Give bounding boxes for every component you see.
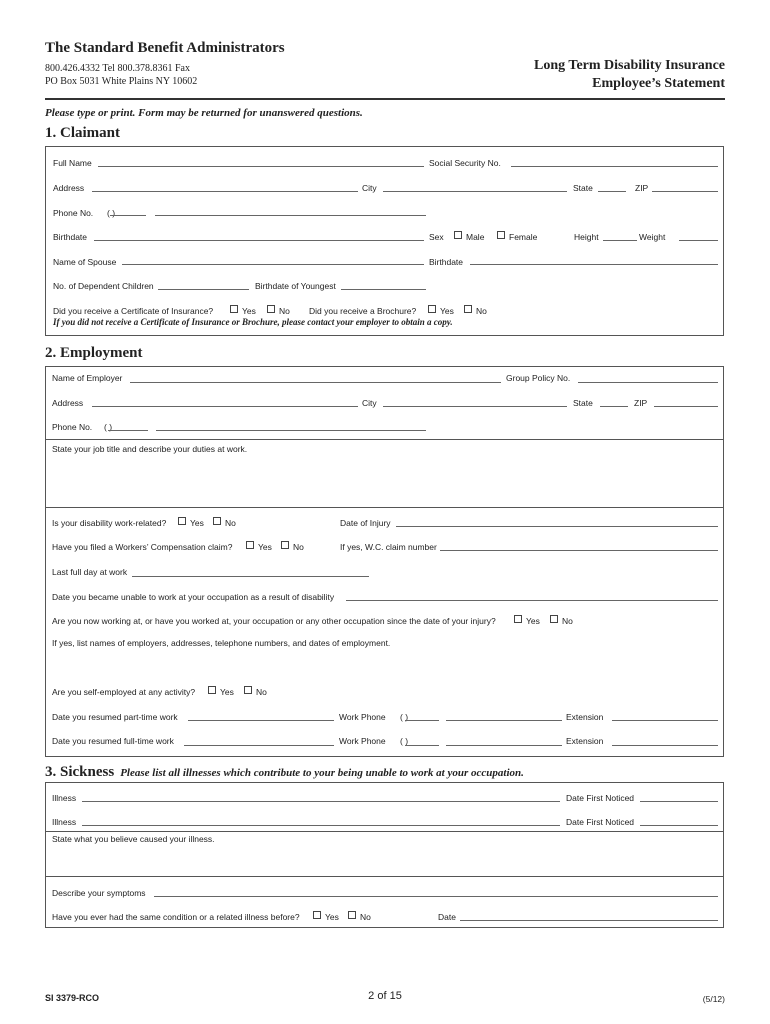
- claimant-phone-area[interactable]: ( ): [107, 208, 116, 218]
- illness1-date-label: Date First Noticed: [566, 793, 635, 803]
- male-checkbox[interactable]: [454, 231, 462, 239]
- certificate-yes-label: Yes: [242, 306, 256, 316]
- self-employed-yes-checkbox[interactable]: [208, 686, 216, 694]
- height-label: Height: [574, 232, 599, 242]
- dependents-label: No. of Dependent Children: [53, 281, 154, 291]
- female-label: Female: [509, 232, 538, 242]
- claimant-birthdate-field[interactable]: [94, 240, 424, 241]
- claimant-state-field[interactable]: [598, 191, 626, 192]
- illness2-label: Illness: [52, 817, 77, 827]
- form-title-line1: Long Term Disability Insurance: [534, 58, 725, 73]
- form-instructions: Please type or print. Form may be returned for unanswered questions.: [45, 107, 363, 119]
- claimant-city-label: City: [362, 183, 377, 193]
- height-field[interactable]: [603, 240, 637, 241]
- same-condition-date-label: Date: [438, 912, 456, 922]
- wc-number-label: If yes, W.C. claim number: [340, 542, 437, 552]
- employment-box: [45, 366, 724, 757]
- employer-phone-area[interactable]: ( ): [104, 422, 113, 432]
- ssn-field[interactable]: [511, 166, 718, 167]
- employer-name-field[interactable]: [130, 382, 501, 383]
- certificate-yes-checkbox[interactable]: [230, 305, 238, 313]
- company-name: The Standard Benefit Administrators: [45, 40, 285, 56]
- claimant-address-field[interactable]: [92, 191, 358, 192]
- contact-address: PO Box 5031 White Plains NY 10602: [45, 76, 198, 87]
- certificate-no-checkbox[interactable]: [267, 305, 275, 313]
- work-related-yes-label: Yes: [190, 518, 204, 528]
- divider: [45, 439, 724, 440]
- claimant-zip-field[interactable]: [652, 191, 718, 192]
- employer-address-field[interactable]: [92, 406, 358, 407]
- full-time-work-phone-label: Work Phone: [339, 736, 386, 746]
- unable-date-label: Date you became unable to work at your occupation as a result of disability: [52, 592, 335, 602]
- last-day-label: Last full day at work: [52, 567, 128, 577]
- symptoms-field[interactable]: [154, 896, 718, 897]
- part-time-field[interactable]: [188, 720, 334, 721]
- full-time-extension-label: Extension: [566, 736, 604, 746]
- same-condition-yes-checkbox[interactable]: [313, 911, 321, 919]
- claimant-birthdate-label: Birthdate: [53, 232, 88, 242]
- youngest-birthdate-field[interactable]: [341, 289, 426, 290]
- self-employed-no-label: No: [256, 687, 267, 697]
- work-related-question: Is your disability work-related?: [52, 518, 167, 528]
- claimant-city-field[interactable]: [383, 191, 567, 192]
- spouse-name-field[interactable]: [122, 264, 424, 265]
- wc-claim-no-label: No: [293, 542, 304, 552]
- spouse-birthdate-label: Birthdate: [429, 257, 464, 267]
- group-policy-field[interactable]: [578, 382, 718, 383]
- wc-claim-question: Have you filed a Workers’ Compensation claim?: [52, 542, 233, 552]
- form-code: SI 3379-RCO: [45, 993, 100, 1003]
- brochure-yes-label: Yes: [440, 306, 454, 316]
- full-time-area-code-field[interactable]: [405, 745, 439, 746]
- form-title-line2: Employee’s Statement: [592, 76, 725, 91]
- divider: [45, 507, 724, 508]
- revision-date: (5/12): [702, 994, 725, 1004]
- weight-field[interactable]: [679, 240, 718, 241]
- employer-name-label: Name of Employer: [52, 373, 123, 383]
- full-time-field[interactable]: [184, 745, 334, 746]
- brochure-no-checkbox[interactable]: [464, 305, 472, 313]
- illness1-field[interactable]: [82, 801, 560, 802]
- claimant-phone-field[interactable]: [155, 215, 426, 216]
- same-condition-no-checkbox[interactable]: [348, 911, 356, 919]
- wc-claim-yes-label: Yes: [258, 542, 272, 552]
- employer-area-code-field[interactable]: [108, 430, 148, 431]
- wc-claim-no-checkbox[interactable]: [281, 541, 289, 549]
- weight-label: Weight: [639, 232, 666, 242]
- illness2-field[interactable]: [82, 825, 560, 826]
- same-condition-yes-label: Yes: [325, 912, 339, 922]
- sex-label: Sex: [429, 232, 444, 242]
- claimant-state-label: State: [573, 183, 593, 193]
- wc-claim-yes-checkbox[interactable]: [246, 541, 254, 549]
- cause-label: State what you believe caused your illness.: [52, 834, 215, 844]
- ssn-label: Social Security No.: [429, 158, 501, 168]
- group-policy-label: Group Policy No.: [506, 373, 571, 383]
- divider: [45, 876, 724, 877]
- employer-city-label: City: [362, 398, 377, 408]
- working-now-no-checkbox[interactable]: [550, 615, 558, 623]
- part-time-label: Date you resumed part-time work: [52, 712, 178, 722]
- certificate-question: Did you receive a Certificate of Insurance?: [53, 306, 214, 316]
- claimant-zip-label: ZIP: [635, 183, 649, 193]
- symptoms-label: Describe your symptoms: [52, 888, 146, 898]
- wc-number-field[interactable]: [440, 550, 718, 551]
- same-condition-question: Have you ever had the same condition or a related illness before?: [52, 912, 300, 922]
- employer-zip-label: ZIP: [634, 398, 648, 408]
- employer-state-label: State: [573, 398, 593, 408]
- section-sickness-note: Please list all illnesses which contribute to your being unable to work at your occupation.: [120, 767, 524, 779]
- full-time-phone-field[interactable]: [446, 745, 562, 746]
- job-title-textarea[interactable]: [46, 456, 722, 506]
- employer-address-label: Address: [52, 398, 84, 408]
- work-related-no-checkbox[interactable]: [213, 517, 221, 525]
- illness1-date-field[interactable]: [640, 801, 718, 802]
- employer-phone-field[interactable]: [156, 430, 426, 431]
- illness2-date-label: Date First Noticed: [566, 817, 635, 827]
- unable-date-field[interactable]: [346, 600, 718, 601]
- part-time-phone-field[interactable]: [446, 720, 562, 721]
- full-name-field[interactable]: [98, 166, 424, 167]
- claimant-phone-label: Phone No.: [53, 208, 94, 218]
- working-now-yes-label: Yes: [526, 616, 540, 626]
- full-time-label: Date you resumed full-time work: [52, 736, 174, 746]
- working-now-yes-checkbox[interactable]: [514, 615, 522, 623]
- part-time-work-phone-label: Work Phone: [339, 712, 386, 722]
- part-time-extension-label: Extension: [566, 712, 604, 722]
- cause-textarea[interactable]: [46, 846, 722, 874]
- employer-zip-field[interactable]: [654, 406, 718, 407]
- self-employed-yes-label: Yes: [220, 687, 234, 697]
- same-condition-no-label: No: [360, 912, 371, 922]
- male-label: Male: [466, 232, 485, 242]
- part-time-area-code-field[interactable]: [405, 720, 439, 721]
- illness2-date-field[interactable]: [640, 825, 718, 826]
- list-employers-label: If yes, list names of employers, addresses, telephone numbers, and dates of employment.: [52, 638, 391, 648]
- contact-phone-fax: 800.426.4332 Tel 800.378.8361 Fax: [45, 63, 190, 74]
- self-employed-question: Are you self-employed at any activity?: [52, 687, 196, 697]
- dependents-field[interactable]: [158, 289, 249, 290]
- certificate-note: If you did not receive a Certificate of Insurance or Brochure, please contact your employer to obtain a copy.: [53, 317, 453, 327]
- certificate-no-label: No: [279, 306, 290, 316]
- page-number: 2 of 15: [368, 990, 402, 1002]
- working-now-question: Are you now working at, or have you worked at, your occupation or any other occupation since the date of your injury?: [52, 616, 496, 626]
- youngest-birthdate-label: Birthdate of Youngest: [255, 281, 336, 291]
- section-employment-title: 2. Employment: [45, 345, 143, 361]
- female-checkbox[interactable]: [497, 231, 505, 239]
- claimant-area-code-field[interactable]: [110, 215, 146, 216]
- employer-phone-label: Phone No.: [52, 422, 93, 432]
- spouse-name-label: Name of Spouse: [53, 257, 117, 267]
- full-name-label: Full Name: [53, 158, 92, 168]
- job-title-label: State your job title and describe your duties at work.: [52, 444, 248, 454]
- employer-city-field[interactable]: [383, 406, 567, 407]
- illness1-label: Illness: [52, 793, 77, 803]
- self-employed-no-checkbox[interactable]: [244, 686, 252, 694]
- spouse-birthdate-field[interactable]: [470, 264, 718, 265]
- part-time-phone-area[interactable]: ( ): [400, 712, 409, 722]
- brochure-question: Did you receive a Brochure?: [309, 306, 417, 316]
- full-time-phone-area[interactable]: ( ): [400, 736, 409, 746]
- brochure-yes-checkbox[interactable]: [428, 305, 436, 313]
- part-time-extension-field[interactable]: [612, 720, 718, 721]
- employer-state-field[interactable]: [600, 406, 628, 407]
- header-divider: [45, 98, 725, 100]
- section-sickness-title: 3. Sickness: [45, 764, 115, 780]
- section-sickness-header: [45, 763, 524, 781]
- full-time-extension-field[interactable]: [612, 745, 718, 746]
- working-now-no-label: No: [562, 616, 573, 626]
- same-condition-date-field[interactable]: [460, 920, 718, 921]
- work-related-no-label: No: [225, 518, 236, 528]
- date-of-injury-label: Date of Injury: [340, 518, 391, 528]
- work-related-yes-checkbox[interactable]: [178, 517, 186, 525]
- claimant-address-label: Address: [53, 183, 85, 193]
- list-employers-textarea[interactable]: [46, 650, 722, 682]
- brochure-no-label: No: [476, 306, 487, 316]
- date-of-injury-field[interactable]: [396, 526, 718, 527]
- divider: [45, 831, 724, 832]
- last-day-field[interactable]: [132, 576, 369, 577]
- section-claimant-title: 1. Claimant: [45, 125, 120, 141]
